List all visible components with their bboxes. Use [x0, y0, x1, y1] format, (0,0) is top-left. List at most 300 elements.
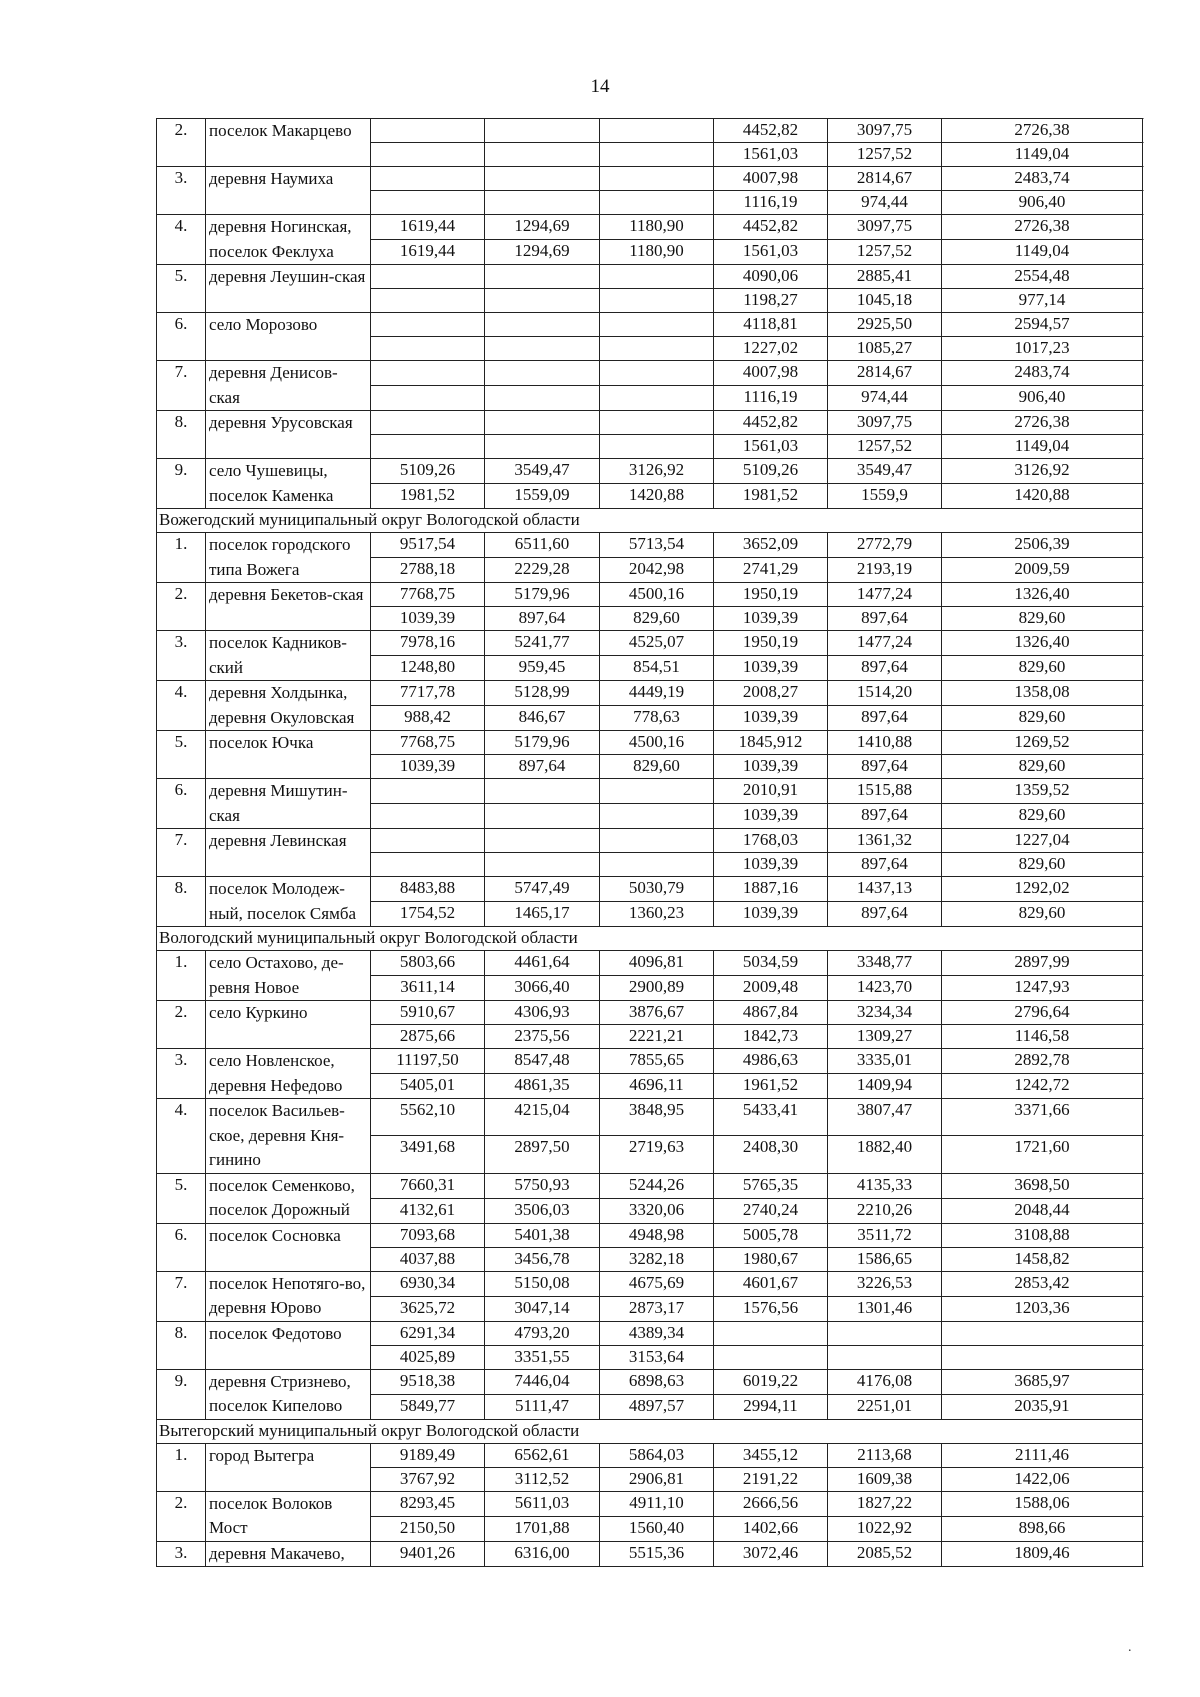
value-col-2: 6562,61	[485, 1443, 600, 1467]
section-title: Вытегорский муниципальный округ Вологодской области	[157, 1419, 1143, 1443]
value-col-1: 5405,01	[371, 1074, 485, 1099]
settlement-name: деревня Наумиха	[206, 167, 371, 215]
value-col-3: 4675,69	[600, 1271, 714, 1296]
value-col-6: 2726,38	[942, 215, 1143, 240]
value-col-6: 2594,57	[942, 313, 1143, 337]
tariff-table	[156, 118, 1143, 1567]
value-col-2: 7446,04	[485, 1369, 600, 1394]
value-col-5: 2113,68	[828, 1443, 942, 1467]
value-col-6: 906,40	[942, 386, 1143, 411]
row-number: 9.	[157, 459, 206, 509]
value-col-4: 2994,11	[714, 1394, 828, 1419]
value-col-5: 3348,77	[828, 951, 942, 976]
value-col-5: 1515,88	[828, 779, 942, 804]
table-row	[157, 313, 1143, 337]
value-col-5: 1827,22	[828, 1491, 942, 1516]
table-row	[157, 1491, 1143, 1516]
value-col-5: 1361,32	[828, 829, 942, 853]
value-col-1	[371, 191, 485, 215]
value-col-2: 3506,03	[485, 1198, 600, 1223]
value-col-2	[485, 804, 600, 829]
settlement-name: поселок Молодеж-ный, поселок Сямба	[206, 877, 371, 927]
value-col-5: 1257,52	[828, 435, 942, 459]
value-col-5: 1257,52	[828, 143, 942, 167]
value-col-4: 4452,82	[714, 215, 828, 240]
value-col-3: 829,60	[600, 755, 714, 779]
value-col-3: 3876,67	[600, 1001, 714, 1025]
value-col-5: 1559,9	[828, 484, 942, 509]
value-col-1: 7768,75	[371, 583, 485, 607]
value-col-1: 1248,80	[371, 656, 485, 681]
value-col-1: 7717,78	[371, 681, 485, 706]
value-col-2: 5750,93	[485, 1173, 600, 1198]
value-col-1	[371, 167, 485, 191]
value-col-1: 6930,34	[371, 1271, 485, 1296]
table-row	[157, 361, 1143, 386]
value-col-6: 1227,04	[942, 829, 1143, 853]
value-col-3: 778,63	[600, 706, 714, 731]
value-col-6: 1422,06	[942, 1467, 1143, 1491]
value-col-3: 3848,95	[600, 1099, 714, 1136]
value-col-2: 1465,17	[485, 902, 600, 927]
settlement-name: поселок Сосновка	[206, 1223, 371, 1271]
value-col-5: 1085,27	[828, 337, 942, 361]
value-col-6: 1017,23	[942, 337, 1143, 361]
row-number: 1.	[157, 1443, 206, 1491]
value-col-5: 2251,01	[828, 1394, 942, 1419]
value-col-5: 1045,18	[828, 289, 942, 313]
value-col-5: 2085,52	[828, 1541, 942, 1567]
value-col-1: 7768,75	[371, 731, 485, 755]
table-row	[157, 1271, 1143, 1296]
value-col-2: 4306,93	[485, 1001, 600, 1025]
table-row	[157, 1173, 1143, 1198]
value-col-2: 4861,35	[485, 1074, 600, 1099]
value-col-3: 3126,92	[600, 459, 714, 484]
settlement-name: город Вытегра	[206, 1443, 371, 1491]
row-number: 8.	[157, 1321, 206, 1369]
value-col-6: 1242,72	[942, 1074, 1143, 1099]
value-col-4: 1950,19	[714, 583, 828, 607]
value-col-3	[600, 853, 714, 877]
value-col-4: 4118,81	[714, 313, 828, 337]
row-number: 8.	[157, 877, 206, 927]
settlement-name: деревня Бекетов-ская	[206, 583, 371, 631]
value-col-5: 1022,92	[828, 1516, 942, 1541]
value-col-2: 6316,00	[485, 1541, 600, 1567]
value-col-3	[600, 143, 714, 167]
table-row	[157, 1369, 1143, 1394]
value-col-1	[371, 435, 485, 459]
value-col-1: 9189,49	[371, 1443, 485, 1467]
section-row	[157, 509, 1143, 533]
value-col-4: 4007,98	[714, 167, 828, 191]
value-col-3	[600, 386, 714, 411]
value-col-4: 1561,03	[714, 143, 828, 167]
value-col-5: 897,64	[828, 804, 942, 829]
table-row	[157, 1049, 1143, 1074]
settlement-name: деревня Стризнево, поселок Кипелово	[206, 1369, 371, 1419]
value-col-4: 4986,63	[714, 1049, 828, 1074]
value-col-4: 4452,82	[714, 119, 828, 143]
table-row	[157, 533, 1143, 558]
table-row	[157, 631, 1143, 656]
scan-mark: .	[1128, 1640, 1132, 1655]
value-col-6: 2483,74	[942, 361, 1143, 386]
value-col-5: 3335,01	[828, 1049, 942, 1074]
settlement-name: деревня Мишутин-ская	[206, 779, 371, 829]
value-col-2: 3047,14	[485, 1296, 600, 1321]
settlement-name: деревня Урусовская	[206, 411, 371, 459]
table-row	[157, 167, 1143, 191]
value-col-3	[600, 435, 714, 459]
value-col-3: 4500,16	[600, 731, 714, 755]
value-col-1	[371, 411, 485, 435]
table-row	[157, 411, 1143, 435]
value-col-2	[485, 265, 600, 289]
value-col-5: 1477,24	[828, 631, 942, 656]
value-col-6: 2853,42	[942, 1271, 1143, 1296]
value-col-6: 2796,64	[942, 1001, 1143, 1025]
value-col-5: 1409,94	[828, 1074, 942, 1099]
value-col-6: 3698,50	[942, 1173, 1143, 1198]
value-col-6: 2048,44	[942, 1198, 1143, 1223]
value-col-2: 4215,04	[485, 1099, 600, 1136]
row-number: 5.	[157, 731, 206, 779]
value-col-4: 1039,39	[714, 902, 828, 927]
row-number: 2.	[157, 119, 206, 167]
value-col-2: 5179,96	[485, 583, 600, 607]
value-col-3: 4096,81	[600, 951, 714, 976]
settlement-name: поселок Ючка	[206, 731, 371, 779]
value-col-3: 854,51	[600, 656, 714, 681]
value-col-4: 3072,46	[714, 1541, 828, 1567]
value-col-1: 5849,77	[371, 1394, 485, 1419]
value-col-1	[371, 119, 485, 143]
value-col-1: 7660,31	[371, 1173, 485, 1198]
value-col-2	[485, 289, 600, 313]
value-col-4: 6019,22	[714, 1369, 828, 1394]
value-col-1: 7978,16	[371, 631, 485, 656]
value-col-2: 1294,69	[485, 215, 600, 240]
value-col-1: 3625,72	[371, 1296, 485, 1321]
value-col-5: 2193,19	[828, 558, 942, 583]
value-col-3: 5713,54	[600, 533, 714, 558]
value-col-3: 4911,10	[600, 1491, 714, 1516]
value-col-6: 829,60	[942, 853, 1143, 877]
value-col-2: 8547,48	[485, 1049, 600, 1074]
value-col-6: 1326,40	[942, 583, 1143, 607]
value-col-6: 2726,38	[942, 119, 1143, 143]
value-col-2	[485, 337, 600, 361]
value-col-2: 5401,38	[485, 1223, 600, 1247]
value-col-3	[600, 289, 714, 313]
value-col-3: 2900,89	[600, 976, 714, 1001]
settlement-name: поселок Семенково, поселок Дорожный	[206, 1173, 371, 1223]
section-row	[157, 927, 1143, 951]
settlement-name: поселок Васильев-ское, деревня Кня-гинино	[206, 1099, 371, 1174]
value-col-4: 1116,19	[714, 386, 828, 411]
row-number: 6.	[157, 313, 206, 361]
value-col-3	[600, 779, 714, 804]
value-col-3: 4525,07	[600, 631, 714, 656]
value-col-3	[600, 167, 714, 191]
table-row	[157, 1443, 1143, 1467]
value-col-4: 5765,35	[714, 1173, 828, 1198]
row-number: 7.	[157, 829, 206, 877]
value-col-3: 1180,90	[600, 215, 714, 240]
value-col-6: 829,60	[942, 755, 1143, 779]
value-col-4: 1980,67	[714, 1247, 828, 1271]
value-col-3: 4389,34	[600, 1321, 714, 1345]
table-row	[157, 951, 1143, 976]
value-col-2: 3112,52	[485, 1467, 600, 1491]
value-col-6: 2035,91	[942, 1394, 1143, 1419]
value-col-4: 1039,39	[714, 656, 828, 681]
value-col-2: 897,64	[485, 607, 600, 631]
row-number: 1.	[157, 951, 206, 1001]
value-col-2: 5128,99	[485, 681, 600, 706]
settlement-name: поселок Кадников-ский	[206, 631, 371, 681]
settlement-name: село Новленское, деревня Нефедово	[206, 1049, 371, 1099]
value-col-3: 5030,79	[600, 877, 714, 902]
value-col-1: 3491,68	[371, 1136, 485, 1173]
value-col-1: 4037,88	[371, 1247, 485, 1271]
settlement-name: село Куркино	[206, 1001, 371, 1049]
value-col-2: 1294,69	[485, 240, 600, 265]
value-col-5: 3097,75	[828, 411, 942, 435]
value-col-3: 4500,16	[600, 583, 714, 607]
section-title: Вологодский муниципальный округ Вологодской области	[157, 927, 1143, 951]
value-col-6: 977,14	[942, 289, 1143, 313]
settlement-name: село Остахово, де-ревня Новое	[206, 951, 371, 1001]
value-col-2: 6511,60	[485, 533, 600, 558]
value-col-4: 4090,06	[714, 265, 828, 289]
value-col-1: 1981,52	[371, 484, 485, 509]
value-col-6: 1420,88	[942, 484, 1143, 509]
value-col-1: 9518,38	[371, 1369, 485, 1394]
value-col-1	[371, 337, 485, 361]
value-col-4: 4007,98	[714, 361, 828, 386]
value-col-5	[828, 1345, 942, 1369]
value-col-6: 1721,60	[942, 1136, 1143, 1173]
table-row	[157, 779, 1143, 804]
value-col-6: 1588,06	[942, 1491, 1143, 1516]
settlement-name: деревня Левинская	[206, 829, 371, 877]
value-col-4: 5433,41	[714, 1099, 828, 1136]
value-col-5: 3511,72	[828, 1223, 942, 1247]
value-col-4: 3455,12	[714, 1443, 828, 1467]
row-number: 6.	[157, 779, 206, 829]
table-row	[157, 119, 1143, 143]
row-number: 7.	[157, 361, 206, 411]
value-col-5: 1586,65	[828, 1247, 942, 1271]
table-row	[157, 829, 1143, 853]
value-col-3	[600, 411, 714, 435]
value-col-5: 1410,88	[828, 731, 942, 755]
value-col-1: 2788,18	[371, 558, 485, 583]
value-col-1: 5910,67	[371, 1001, 485, 1025]
value-col-2: 3351,55	[485, 1345, 600, 1369]
value-col-1	[371, 386, 485, 411]
value-col-3: 829,60	[600, 607, 714, 631]
value-col-5: 2210,26	[828, 1198, 942, 1223]
settlement-name: поселок городского типа Вожега	[206, 533, 371, 583]
row-number: 3.	[157, 631, 206, 681]
table-row	[157, 1001, 1143, 1025]
page-number: 14	[590, 76, 610, 97]
value-col-5: 1423,70	[828, 976, 942, 1001]
value-col-4: 1402,66	[714, 1516, 828, 1541]
value-col-5: 974,44	[828, 191, 942, 215]
value-col-4: 1950,19	[714, 631, 828, 656]
value-col-3	[600, 265, 714, 289]
value-col-5: 3549,47	[828, 459, 942, 484]
value-col-1: 2150,50	[371, 1516, 485, 1541]
value-col-2: 5611,03	[485, 1491, 600, 1516]
value-col-2: 1559,09	[485, 484, 600, 509]
value-col-5: 1437,13	[828, 877, 942, 902]
row-number: 2.	[157, 1491, 206, 1541]
value-col-6: 906,40	[942, 191, 1143, 215]
value-col-1: 11197,50	[371, 1049, 485, 1074]
table-row	[157, 1321, 1143, 1345]
value-col-4: 1198,27	[714, 289, 828, 313]
value-col-1: 2875,66	[371, 1025, 485, 1049]
value-col-5: 897,64	[828, 706, 942, 731]
value-col-1: 5803,66	[371, 951, 485, 976]
value-col-5: 2814,67	[828, 167, 942, 191]
value-col-6: 829,60	[942, 656, 1143, 681]
value-col-4: 4867,84	[714, 1001, 828, 1025]
settlement-name: деревня Денисов-ская	[206, 361, 371, 411]
value-col-2: 959,45	[485, 656, 600, 681]
value-col-3: 6898,63	[600, 1369, 714, 1394]
value-col-2: 3549,47	[485, 459, 600, 484]
value-col-4: 2191,22	[714, 1467, 828, 1491]
value-col-1: 3767,92	[371, 1467, 485, 1491]
value-col-3: 2221,21	[600, 1025, 714, 1049]
value-col-4: 2666,56	[714, 1491, 828, 1516]
value-col-5: 1882,40	[828, 1136, 942, 1173]
value-col-2: 1701,88	[485, 1516, 600, 1541]
value-col-3: 5244,26	[600, 1173, 714, 1198]
settlement-name: поселок Макарцево	[206, 119, 371, 167]
row-number: 4.	[157, 215, 206, 265]
value-col-1: 9401,26	[371, 1541, 485, 1567]
value-col-6: 1149,04	[942, 240, 1143, 265]
value-col-1	[371, 289, 485, 313]
table-row	[157, 215, 1143, 240]
value-col-5: 897,64	[828, 853, 942, 877]
value-col-1	[371, 361, 485, 386]
value-col-6	[942, 1345, 1143, 1369]
value-col-6: 1359,52	[942, 779, 1143, 804]
value-col-4: 5005,78	[714, 1223, 828, 1247]
value-col-2	[485, 411, 600, 435]
value-col-2	[485, 167, 600, 191]
value-col-3: 2719,63	[600, 1136, 714, 1173]
value-col-4	[714, 1345, 828, 1369]
value-col-4: 1887,16	[714, 877, 828, 902]
value-col-5: 3226,53	[828, 1271, 942, 1296]
value-col-5: 897,64	[828, 607, 942, 631]
settlement-name: деревня Холдынка, деревня Окуловская	[206, 681, 371, 731]
value-col-5: 2885,41	[828, 265, 942, 289]
table-row	[157, 877, 1143, 902]
settlement-name: поселок Федотово	[206, 1321, 371, 1369]
value-col-2	[485, 435, 600, 459]
value-col-1	[371, 804, 485, 829]
value-col-3	[600, 313, 714, 337]
section-title: Вожегодский муниципальный округ Вологодской области	[157, 509, 1143, 533]
value-col-4: 2010,91	[714, 779, 828, 804]
value-col-1: 4025,89	[371, 1345, 485, 1369]
value-col-4: 2741,29	[714, 558, 828, 583]
row-number: 4.	[157, 1099, 206, 1174]
value-col-6	[942, 1321, 1143, 1345]
value-col-5: 4135,33	[828, 1173, 942, 1198]
value-col-2	[485, 191, 600, 215]
value-col-6: 1149,04	[942, 143, 1143, 167]
value-col-6: 829,60	[942, 607, 1143, 631]
settlement-name: село Морозово	[206, 313, 371, 361]
value-col-5: 3234,34	[828, 1001, 942, 1025]
value-col-1: 7093,68	[371, 1223, 485, 1247]
value-col-3: 5515,36	[600, 1541, 714, 1567]
value-col-4: 1845,912	[714, 731, 828, 755]
row-number: 2.	[157, 583, 206, 631]
table-row	[157, 1099, 1143, 1136]
value-col-4: 1768,03	[714, 829, 828, 853]
value-col-5: 974,44	[828, 386, 942, 411]
value-col-6: 2726,38	[942, 411, 1143, 435]
value-col-1	[371, 829, 485, 853]
value-col-1	[371, 779, 485, 804]
table-row	[157, 265, 1143, 289]
value-col-3: 3320,06	[600, 1198, 714, 1223]
value-col-3: 2873,17	[600, 1296, 714, 1321]
value-col-1: 1754,52	[371, 902, 485, 927]
value-col-6: 898,66	[942, 1516, 1143, 1541]
value-col-6: 2897,99	[942, 951, 1143, 976]
table-row	[157, 731, 1143, 755]
row-number: 9.	[157, 1369, 206, 1419]
value-col-2: 5241,77	[485, 631, 600, 656]
value-col-6: 1326,40	[942, 631, 1143, 656]
value-col-3: 1180,90	[600, 240, 714, 265]
table-row	[157, 1541, 1143, 1567]
row-number: 7.	[157, 1271, 206, 1321]
value-col-5: 1609,38	[828, 1467, 942, 1491]
value-col-3	[600, 829, 714, 853]
value-col-6: 2554,48	[942, 265, 1143, 289]
value-col-5: 897,64	[828, 902, 942, 927]
table-row	[157, 459, 1143, 484]
table-row	[157, 681, 1143, 706]
value-col-4: 2740,24	[714, 1198, 828, 1223]
value-col-3: 1420,88	[600, 484, 714, 509]
value-col-4: 4452,82	[714, 411, 828, 435]
value-col-3: 1560,40	[600, 1516, 714, 1541]
value-col-6: 1458,82	[942, 1247, 1143, 1271]
value-col-2: 897,64	[485, 755, 600, 779]
value-col-3: 7855,65	[600, 1049, 714, 1074]
value-col-5: 1477,24	[828, 583, 942, 607]
value-col-1	[371, 143, 485, 167]
value-col-1: 1039,39	[371, 607, 485, 631]
value-col-2: 2897,50	[485, 1136, 600, 1173]
